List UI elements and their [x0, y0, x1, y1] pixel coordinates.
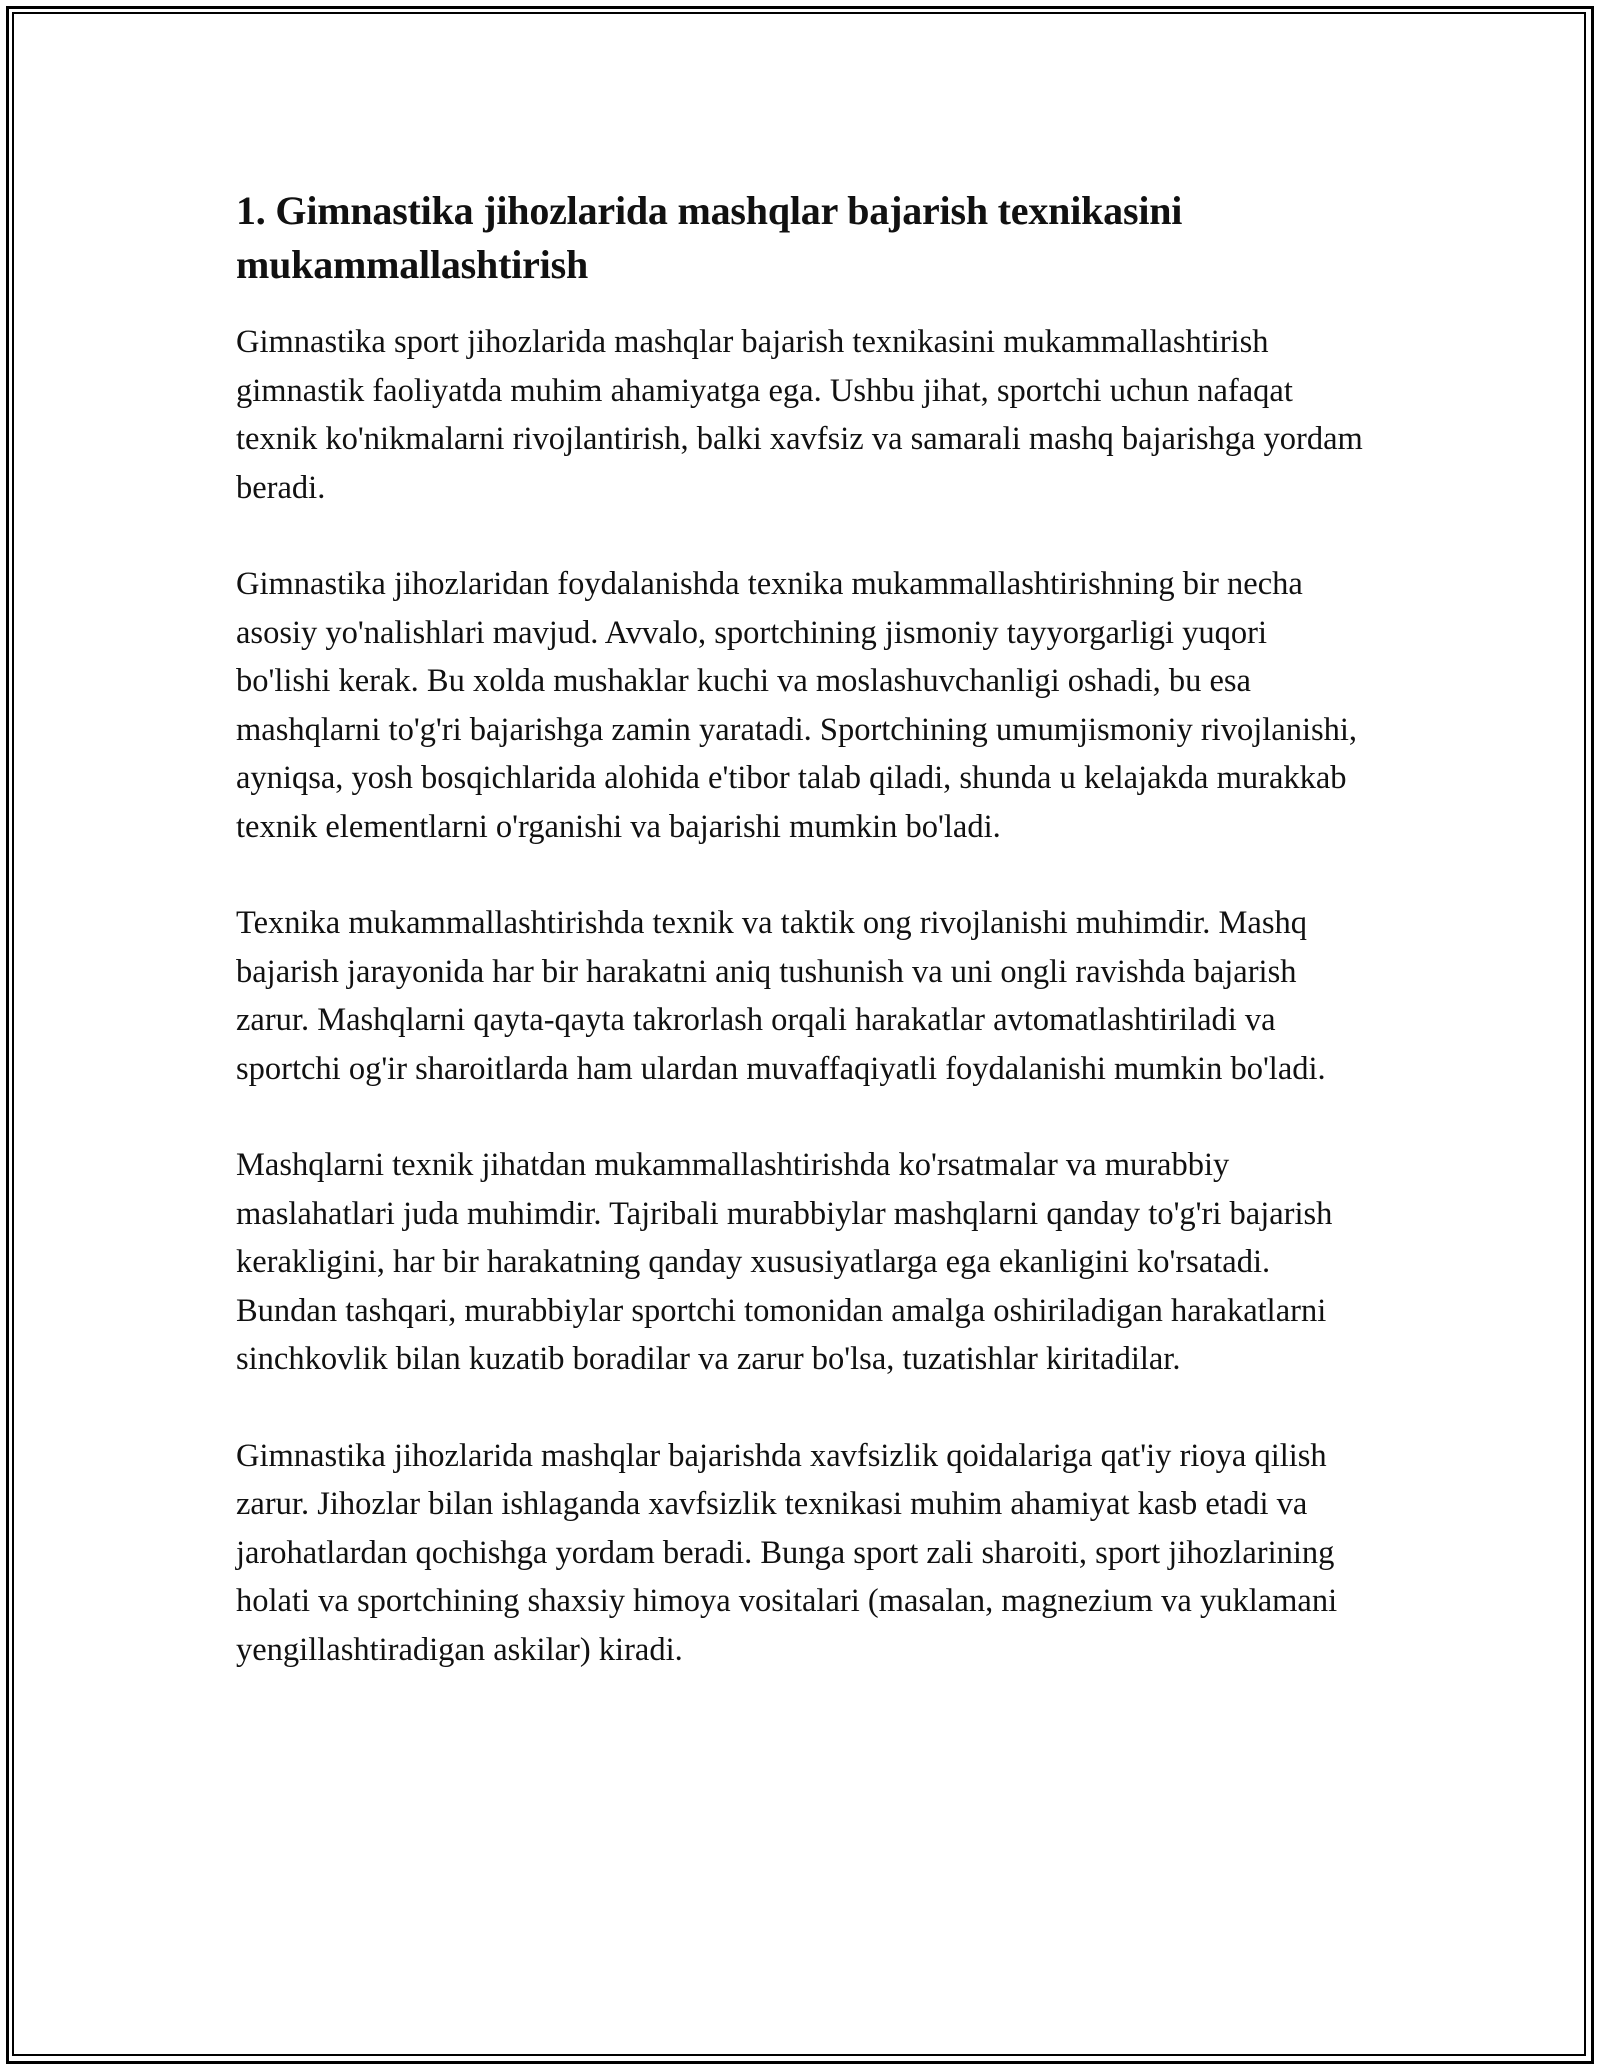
paragraph-2: Gimnastika jihozlaridan foydalanishda texnika mukammallashtirishning bir necha asosiy yo'nalishlari mavjud. Avvalo, sportchining jismoniy tayyorgarligi yuqori bo'lishi kerak. Bu xolda mushaklar kuchi va moslashuvchanligi oshadi, bu esa mashqlarni to'g'ri bajarishga zamin yaratadi. Sportchining umumjismoniy rivojlanishi, ayniqsa, yosh bosqichlarida alohida e'tibor talab qiladi, shunda u kelajakda murakkab texnik elementlarni o'rganishi va bajarishi mumkin bo'ladi. — [236, 566, 1358, 845]
paragraph-3: Texnika mukammallashtirishda texnik va taktik ong rivojlanishi muhimdir. Mashq bajarish jarayonida har bir harakatni aniq tushunish va uni ongli ravishda bajarish zarur. Mashqlarni qayta-qayta takrorlash orqali harakatlar avtomatlashtiriladi va sportchi og'ir sharoitlarda ham ulardan muvaffaqiyatli foydalanishi mumkin bo'ladi. — [236, 905, 1326, 1087]
paragraph-4: Mashqlarni texnik jihatdan mukammallashtirishda ko'rsatmalar va murabbiy maslahatlari juda muhimdir. Tajribali murabbiylar mashqlarni qanday to'g'ri bajarish kerakligini, har bir harakatning qanday xususiyatlarga ega ekanligini ko'rsatadi. Bundan tashqari, murabbiylar sportchi tomonidan amalga oshiriladigan harakatlarni sinchkovlik bilan kuzatib boradilar va zarur bo'lsa, tuzatishlar kiritadilar. — [236, 1147, 1333, 1377]
document-body — [236, 184, 1364, 1722]
section-title: 1. Gimnastika jihozlarida mashqlar bajarish texnikasini mukammallashtirish — [236, 188, 1183, 287]
paragraph-1: Gimnastika sport jihozlarida mashqlar bajarish texnikasini mukammallashtirish gimnastik faoliyatda muhim ahamiyatga ega. Ushbu jihat, sportchi uchun nafaqat texnik ko'nikmalarni rivojlantirish, balki xavfsiz va samarali mashq bajarishga yordam beradi. — [236, 324, 1363, 506]
paragraph-5: Gimnastika jihozlarida mashqlar bajarishda xavfsizlik qoidalariga qat'iy rioya qilish zarur. Jihozlar bilan ishlaganda xavfsizlik texnikasi muhim ahamiyat kasb etadi va jarohatlardan qochishga yordam beradi. Bunga sport zali sharoiti, sport jihozlarining holati va sportchining shaxsiy himoya vositalari (masalan, magnezium va yuklamani yengillashtiradigan askilar) kiradi. — [236, 1437, 1338, 1668]
